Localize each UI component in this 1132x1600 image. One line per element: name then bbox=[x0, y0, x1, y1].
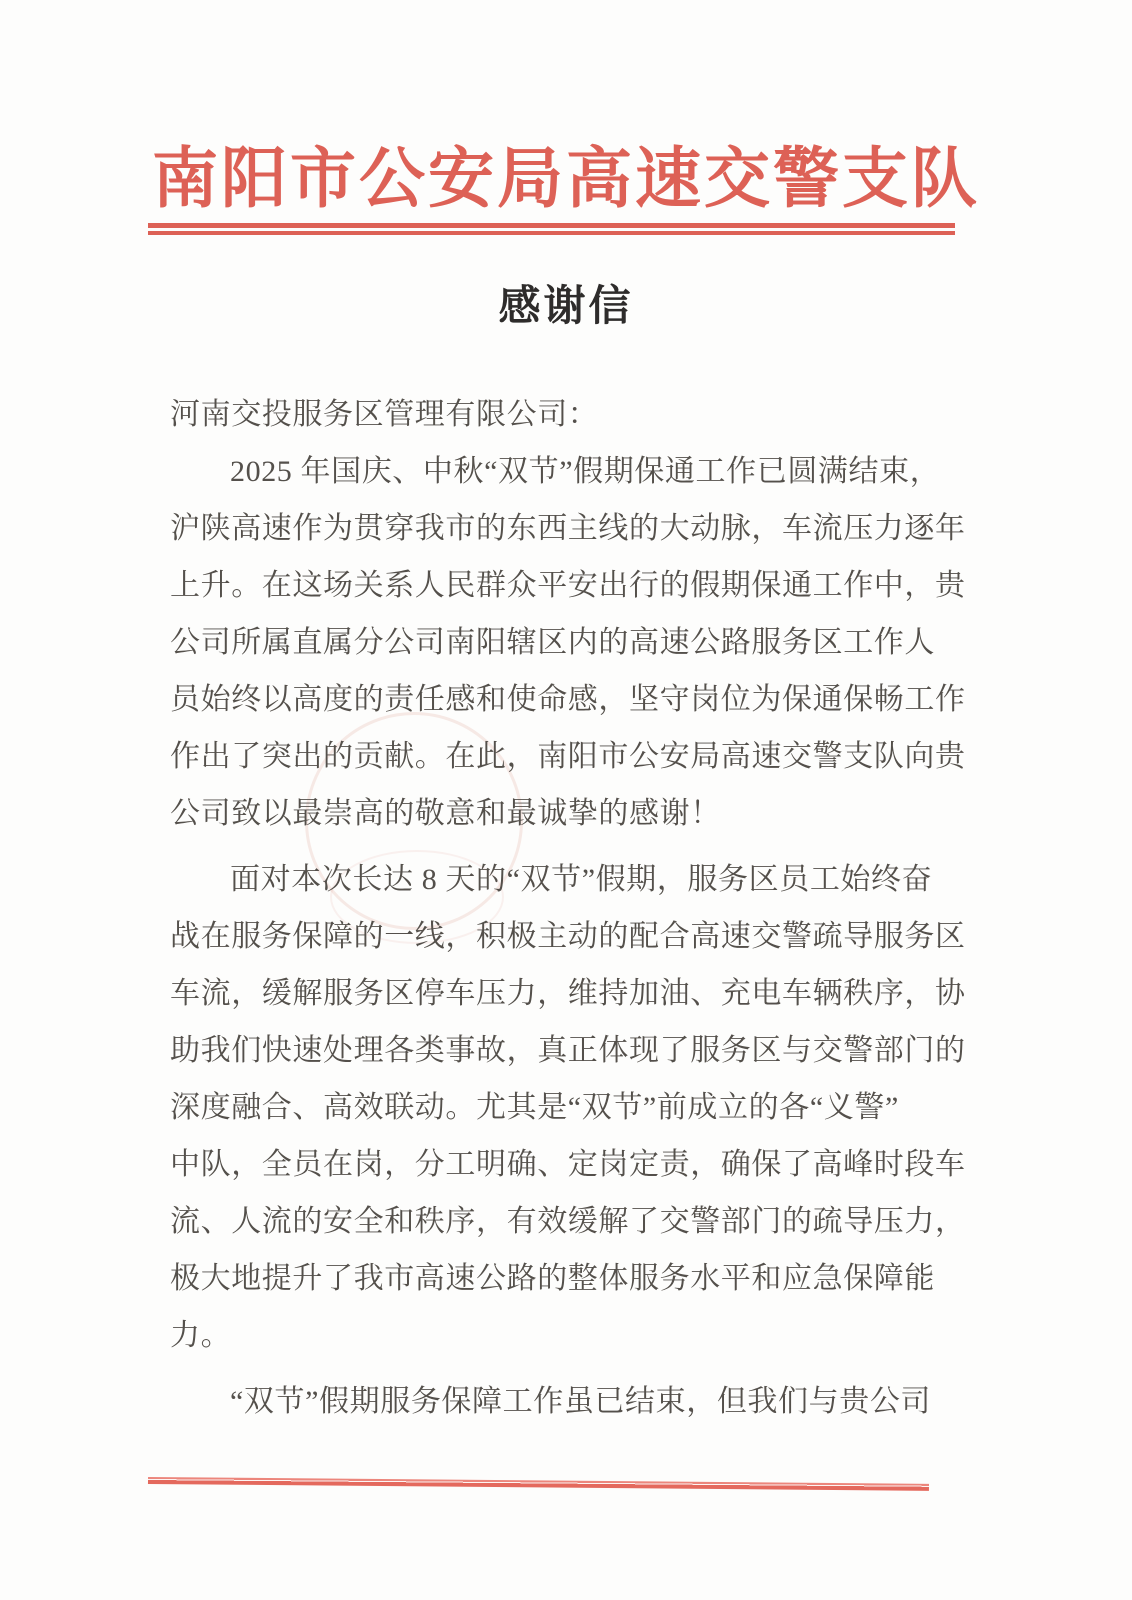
body-line: 沪陕高速作为贯穿我市的东西主线的大动脉，车流压力逐年 bbox=[170, 512, 966, 545]
body-line: “双节”假期服务保障工作虽已结束，但我们与贵公司 bbox=[230, 1385, 932, 1418]
letterhead-double-rule bbox=[148, 223, 955, 235]
letterhead-org-name: 南阳市公安局高速交警支队 bbox=[152, 143, 980, 216]
salutation: 河南交投服务区管理有限公司： bbox=[170, 398, 599, 431]
body-line: 上升。在这场关系人民群众平安出行的假期保通工作中，贵 bbox=[170, 569, 966, 602]
body-line: 员始终以高度的责任感和使命感，坚守岗位为保通保畅工作 bbox=[170, 683, 966, 716]
body-line: 车流，缓解服务区停车压力，维持加油、充电车辆秩序，协 bbox=[170, 977, 966, 1010]
paragraph bbox=[170, 1373, 932, 1430]
body-line: 战在服务保障的一线，积极主动的配合高速交警疏导服务区 bbox=[170, 920, 966, 953]
body-line: 作出了突出的贡献。在此，南阳市公安局高速交警支队向贵 bbox=[170, 740, 966, 773]
body-line: 极大地提升了我市高速公路的整体服务水平和应急保障能 bbox=[170, 1262, 935, 1295]
body-line: 助我们快速处理各类事故，真正体现了服务区与交警部门的 bbox=[170, 1034, 966, 1067]
body-line: 中队，全员在岗，分工明确、定岗定责，确保了高峰时段车 bbox=[170, 1148, 966, 1181]
letter-body bbox=[170, 386, 966, 1430]
body-line: 2025 年国庆、中秋“双节”假期保通工作已圆满结束， bbox=[230, 455, 941, 488]
document-title: 感谢信 bbox=[498, 284, 634, 330]
body-line: 公司所属直属分公司南阳辖区内的高速公路服务区工作人 bbox=[170, 626, 935, 659]
paragraph-list bbox=[170, 443, 966, 1430]
footer-rule bbox=[148, 1477, 929, 1491]
body-line: 力。 bbox=[170, 1319, 232, 1352]
body-line: 深度融合、高效联动。尤其是“双节”前成立的各“义警” bbox=[170, 1091, 899, 1124]
paragraph bbox=[170, 443, 966, 842]
body-line: 面对本次长达 8 天的“双节”假期，服务区员工始终奋 bbox=[230, 863, 933, 896]
paragraph bbox=[170, 851, 966, 1364]
body-line: 流、人流的安全和秩序，有效缓解了交警部门的疏导压力， bbox=[170, 1205, 966, 1238]
body-line: 公司致以最崇高的敬意和最诚挚的感谢！ bbox=[170, 797, 721, 830]
